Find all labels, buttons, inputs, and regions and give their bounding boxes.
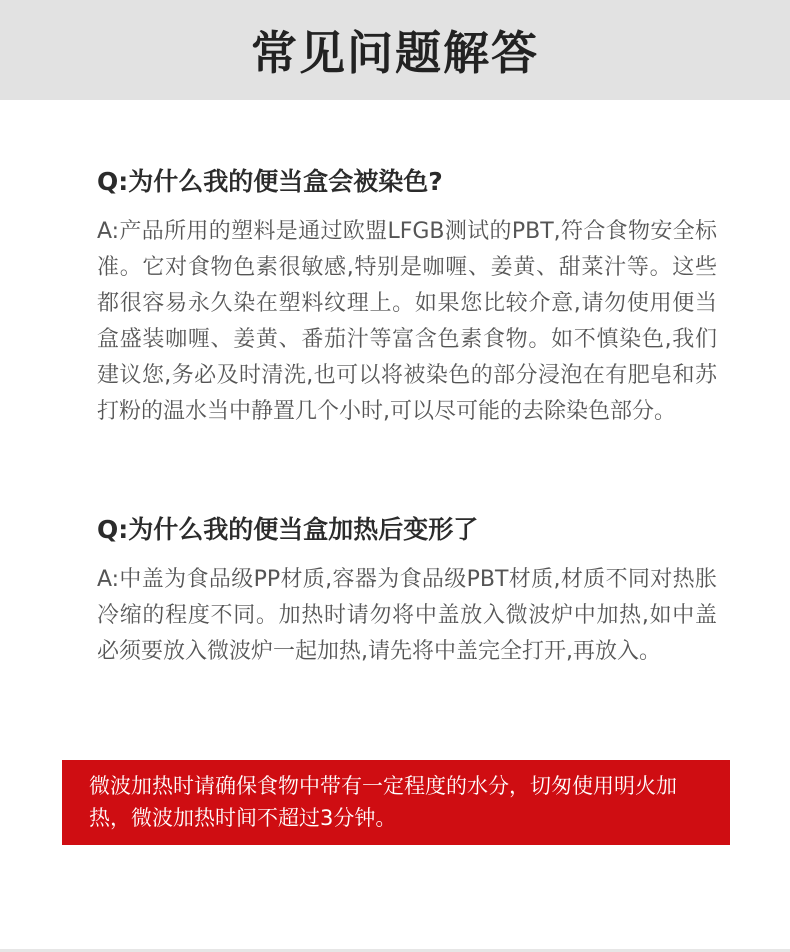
page-header bbox=[0, 0, 790, 100]
faq-item-stain bbox=[97, 164, 717, 430]
faq-question: Q:为什么我的便当盒加热后变形了 bbox=[97, 515, 479, 544]
faq-question: Q:为什么我的便当盒会被染色? bbox=[97, 167, 443, 196]
warning-notice-text: 微波加热时请确保食物中带有一定程度的水分，切匆使用明火加热，微波加热时间不超过3分钟。 bbox=[89, 774, 677, 830]
page-title: 常见问题解答 bbox=[251, 26, 539, 80]
faq-answer: A:产品所用的塑料是通过欧盟LFGB测试的PBT,符合食物安全标准。它对食物色素很敏感,特别是咖喱、姜黄、甜菜汁等。这些都很容易永久染在塑料纹理上。如果您比较介意,请勿使用便当盒盛装咖喱、姜黄、番茄汁等富含色素食物。如不慎染色,我们建议您,务必及时清洗,也可以将被染色的部分浸泡在有肥皂和苏打粉的温水当中静置几个小时,可以尽可能的去除染色部分。 bbox=[97, 219, 717, 424]
warning-notice bbox=[62, 760, 730, 845]
faq-answer: A:中盖为食品级PP材质,容器为食品级PBT材质,材质不同对热胀冷缩的程度不同。加热时请勿将中盖放入微波炉中加热,如中盖必须要放入微波炉一起加热,请先将中盖完全打开,再放入。 bbox=[97, 567, 717, 664]
faq-item-deform bbox=[97, 512, 717, 670]
